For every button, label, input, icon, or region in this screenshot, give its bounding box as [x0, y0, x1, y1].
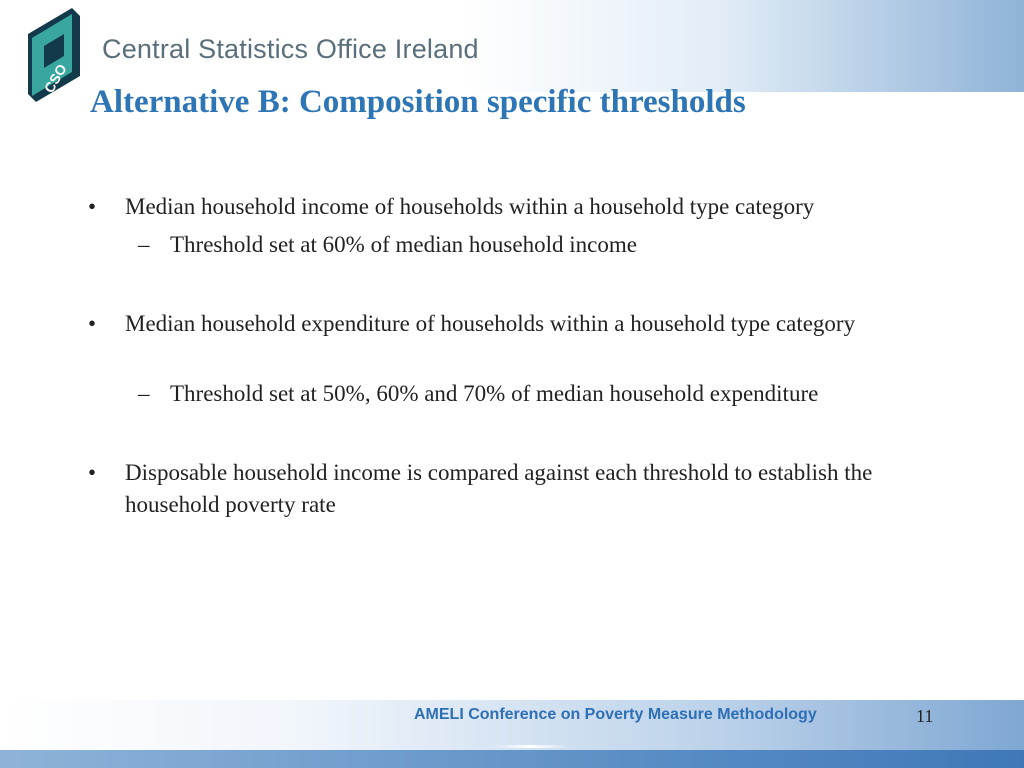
bullet-item	[88, 308, 948, 340]
sub-bullet-text: Threshold set at 60% of median household income	[170, 232, 637, 257]
logo-text: CSO	[40, 61, 70, 96]
slide-title: Alternative B: Composition specific thresholds	[90, 84, 746, 120]
sub-bullet-text: Threshold set at 50%, 60% and 70% of median household expenditure	[170, 381, 819, 406]
sub-bullet-item	[138, 229, 958, 261]
sub-bullet-marker: –	[138, 381, 150, 406]
footer-conference-title: AMELI Conference on Poverty Measure Methodology	[414, 706, 817, 723]
bullet-text: Median household expenditure of households within a household type category	[125, 311, 856, 336]
org-name: Central Statistics Office Ireland	[102, 34, 479, 64]
bullet-item	[88, 191, 948, 223]
cso-logo	[22, 6, 86, 106]
bullet-item	[88, 457, 948, 521]
bullet-text: Disposable household income is compared against each threshold to establish the household poverty rate	[125, 460, 873, 517]
bullet-marker: •	[88, 460, 97, 485]
sub-bullet-item	[138, 378, 958, 410]
bullet-text: Median household income of households within a household type category	[125, 194, 815, 219]
footer-highlight	[490, 745, 570, 748]
sub-bullet-marker: –	[138, 232, 150, 257]
footer-bottom-bar	[0, 750, 1024, 768]
bullet-marker: •	[88, 194, 97, 219]
bullet-marker: •	[88, 311, 97, 336]
page-number: 11	[916, 706, 934, 726]
